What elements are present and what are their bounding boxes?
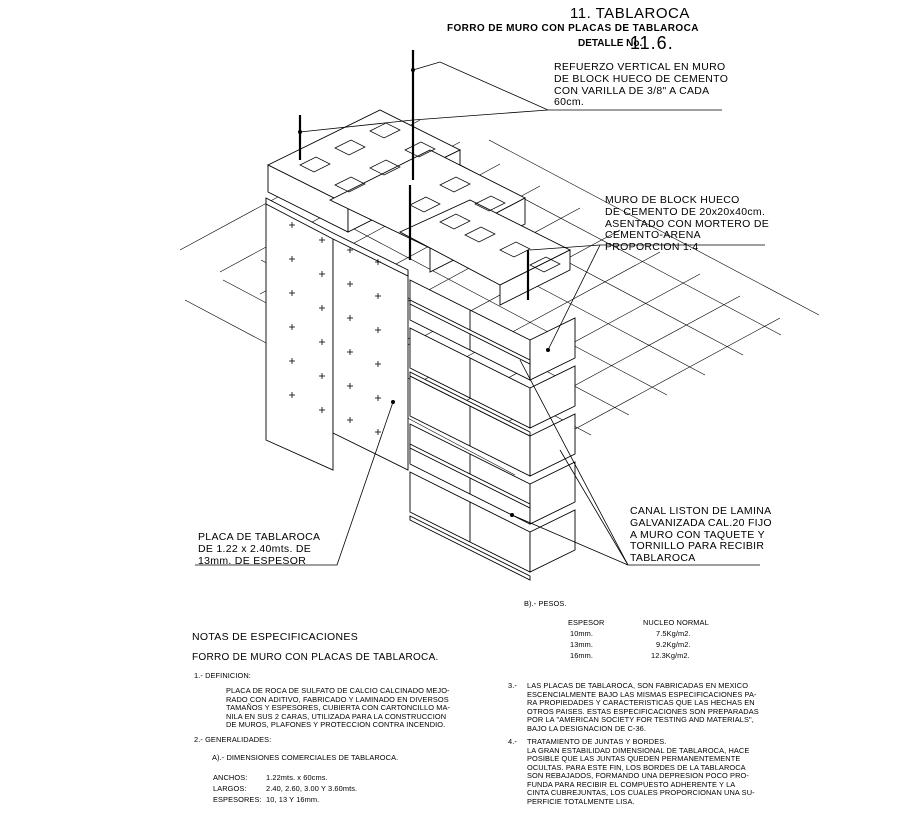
dims-value: 2.40, 2.60, 3.00 Y 3.60mts. (266, 784, 358, 793)
weights-value: 7.5Kg/m2. (656, 629, 691, 638)
notes-subheading: FORRO DE MURO CON PLACAS DE TABLAROCA. (192, 652, 439, 663)
section-1-text: PLACA DE ROCA DE SULFATO DE CALCIO CALCINADO MEJO- RADO CON ADITIVO, FABRICADO Y LAMINADO EN DIVERSOS TAMAÑOS Y ESPESORES, CUBIERTA CON CARTONCILLO MA- NILA EN SUS 2 CARAS, UTILIZADA PARA LA CONSTRUCCION DE MUROS, PLAFONES Y PROTECCION CONTRA INCENDIO. (226, 686, 451, 730)
dims-label: ESPESORES: (213, 795, 262, 804)
callout-channel: CANAL LISTON DE LAMINA GALVANIZADA CAL.20 FIJO A MURO CON TAQUETE Y TORNILLO PARA RECIBIR TABLAROCA (630, 505, 772, 564)
grid-line (540, 318, 780, 448)
section-2b-title: B).- PESOS. (524, 599, 567, 608)
weights-thickness: 16mm. (570, 651, 594, 660)
weights-header-weight: NUCLEO NORMAL (643, 618, 709, 627)
section-1-title: 1.- DEFINICION: (194, 671, 251, 680)
weights-thickness: 13mm. (570, 640, 594, 649)
section-3-text: LAS PLACAS DE TABLAROCA, SON FABRICADAS EN MEXICO ESCENCIALMENTE BAJO LAS MISMAS ESPECIFICACIONES PA- RA PROPIEDADES Y CARACTERISTICAS QUE LAS HECHAS EN OTROS PAISES. ESTAS ESPECIFICACIONES SON PREPARADAS POR LA "AMERICAN SOCIETY FOR TESTING AND MATERIALS", BAJO LA DESIGNACION DE C-36. (527, 681, 759, 733)
sheet-title: 11. TABLAROCA (570, 5, 690, 22)
notes-heading: NOTAS DE ESPECIFICACIONES (192, 631, 358, 643)
weights-value: 12.3Kg/m2. (651, 651, 690, 660)
section-4-text: TRATAMIENTO DE JUNTAS Y BORDES. LA GRAN ESTABILIDAD DIMENSIONAL DE TABLAROCA, HACE POSIBLE QUE LAS JUNTAS QUEDEN PERMANENTEMENTE OCULTAS. PARA ESTE FIN, LOS BORDES DE LA TABLAROCA SON REBAJADOS, FORMANDO UNA DEPRESION POCO PRO- FUNDA PARA RECIBIR EL COMPUESTO ADHERENTE Y LA CINTA CUBREJUNTAS, LOS CUALES PROPORCIONAN UNA SU- PERFICIE TOTALMENTE LISA. (527, 737, 755, 806)
weights-thickness: 10mm. (570, 629, 594, 638)
callout-board: PLACA DE TABLAROCA DE 1.22 x 2.40mts. DE 13mm. DE ESPESOR (198, 531, 321, 567)
section-2-title: 2.- GENERALIDADES: (194, 735, 272, 744)
callout-block-wall: MURO DE BLOCK HUECO DE CEMENTO DE 20x20x40cm. ASENTADO CON MORTERO DE CEMENTO-ARENA PROPORCION 1:4 (605, 194, 770, 253)
section-3-number: 3.- (508, 681, 517, 690)
gypsum-boards (266, 198, 408, 470)
detail-number: 11.6. (630, 33, 674, 53)
section-4-number: 4.- (508, 737, 517, 746)
block-wall-courses (410, 280, 575, 580)
weights-header-thickness: ESPESOR (568, 618, 605, 627)
callout-reinforcement: REFUERZO VERTICAL EN MURO DE BLOCK HUECO DE CEMENTO CON VARILLA DE 3/8" A CADA 60cm. (554, 61, 729, 109)
weights-value: 9.2Kg/m2. (656, 640, 691, 649)
detail-label: DETALLE No. (578, 38, 643, 49)
dims-value: 1.22mts. x 60cms. (266, 773, 328, 782)
sheet-subtitle: FORRO DE MURO CON PLACAS DE TABLAROCA (447, 23, 699, 34)
dims-label: LARGOS: (213, 784, 247, 793)
dims-label: ANCHOS: (213, 773, 248, 782)
section-2a-title: A).- DIMENSIONES COMERCIALES DE TABLAROCA. (212, 753, 399, 762)
dims-value: 10, 13 Y 16mm. (266, 795, 320, 804)
